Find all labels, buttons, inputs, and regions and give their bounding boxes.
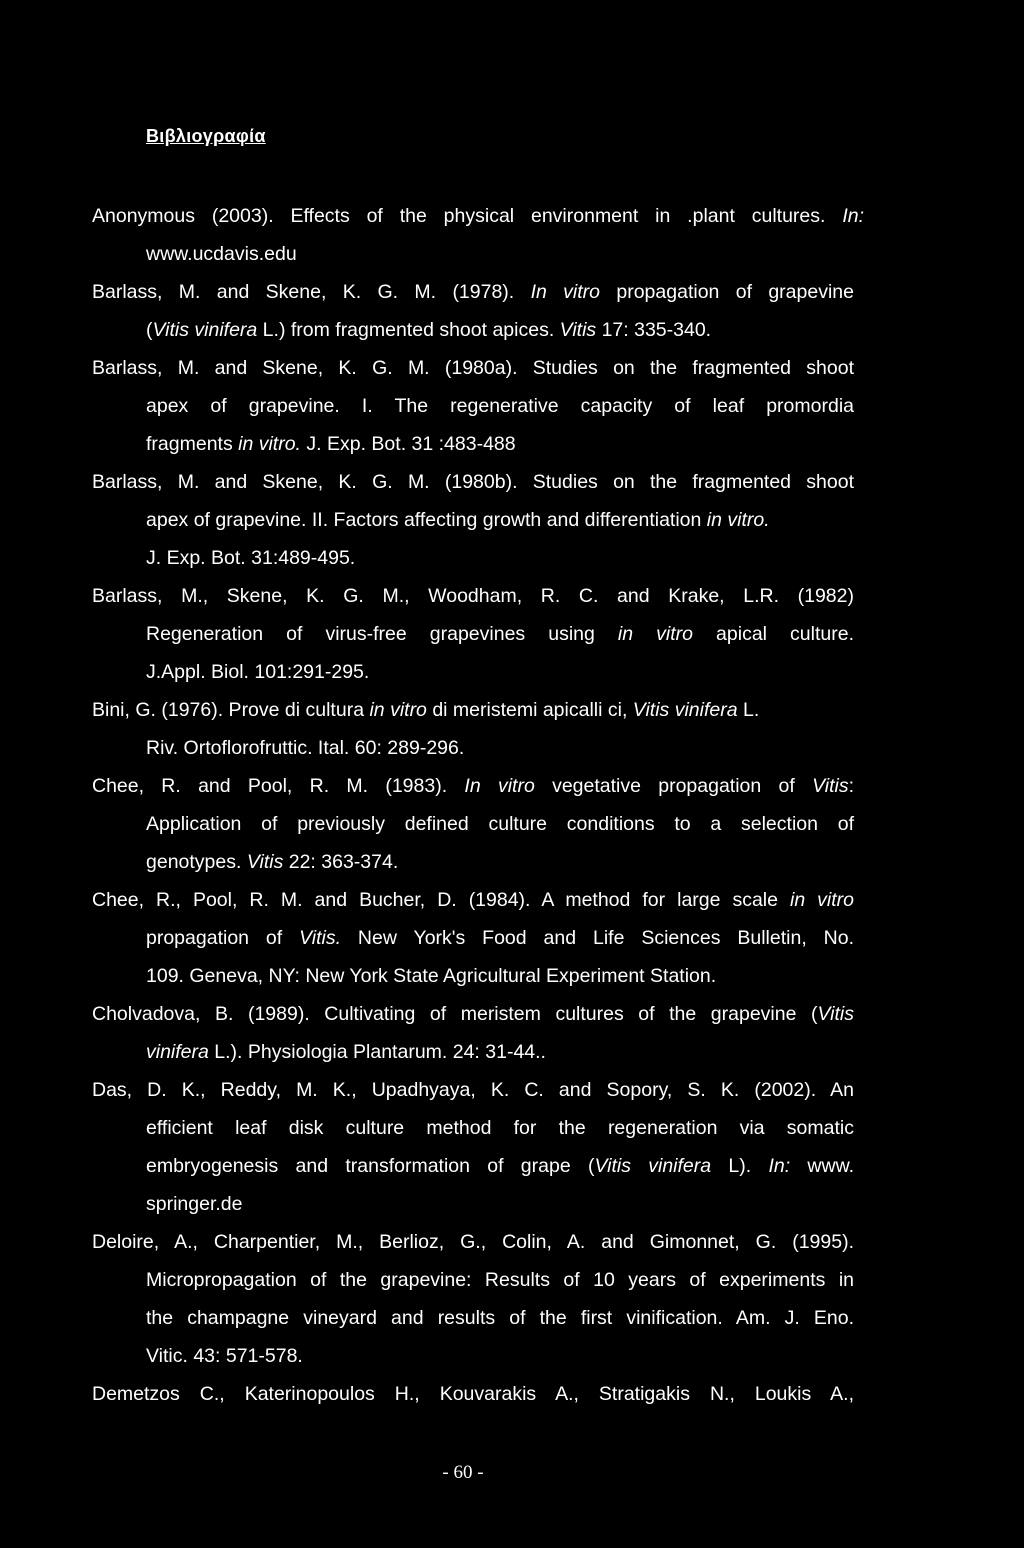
text-segment: Barlass, M. and Skene, K. G. M. (1978). bbox=[92, 281, 531, 303]
text-segment: propagation of bbox=[146, 927, 300, 949]
text-segment: L). bbox=[711, 1155, 769, 1177]
reference-line bbox=[146, 1344, 303, 1368]
text-segment: Chee, R. and Pool, R. M. (1983). bbox=[92, 775, 465, 797]
text-segment: Anonymous (2003). Effects of the physical environment in .plant cultures. bbox=[92, 205, 843, 227]
text-segment: genotypes. bbox=[146, 851, 247, 873]
italic-text: Vitis bbox=[559, 319, 597, 341]
italic-text: Vitis vinifera bbox=[152, 319, 258, 341]
reference-line bbox=[146, 622, 854, 646]
italic-text: in vitro bbox=[617, 623, 693, 645]
reference-line bbox=[146, 1306, 854, 1330]
text-segment: efficient leaf disk culture method for the regeneration via somatic bbox=[146, 1117, 854, 1139]
italic-text: in vitro bbox=[789, 889, 854, 911]
text-segment: : bbox=[848, 775, 854, 797]
text-segment: apex of grapevine. I. The regenerative capacity of leaf promordia bbox=[146, 395, 854, 417]
italic-text: In: bbox=[842, 205, 864, 227]
text-segment: embryogenesis and transformation of grape ( bbox=[146, 1155, 595, 1177]
italic-text: in vitro bbox=[369, 699, 427, 721]
reference-line bbox=[92, 1078, 854, 1102]
reference-line bbox=[92, 774, 854, 798]
reference-line bbox=[146, 812, 854, 836]
text-segment: di meristemi apicalli ci, bbox=[426, 699, 633, 721]
reference-line bbox=[92, 888, 854, 912]
reference-line bbox=[146, 850, 398, 874]
text-segment: Cholvadova, B. (1989). Cultivating of meristem cultures of the grapevine ( bbox=[92, 1003, 818, 1025]
reference-line bbox=[92, 356, 854, 380]
text-segment: Das, D. K., Reddy, M. K., Upadhyaya, K. C. and Sopory, S. K. (2002). An bbox=[92, 1079, 854, 1101]
italic-text: In vitro bbox=[464, 775, 535, 797]
text-segment: New York's Food and Life Sciences Bulletin, No. bbox=[341, 927, 854, 949]
italic-text: vinifera bbox=[146, 1041, 209, 1063]
reference-line bbox=[92, 204, 864, 228]
reference-line bbox=[146, 1192, 242, 1216]
text-segment: Barlass, M. and Skene, K. G. M. (1980a). Studies on the fragmented shoot bbox=[92, 357, 854, 379]
reference-line bbox=[92, 584, 854, 608]
text-segment: ( bbox=[146, 319, 153, 341]
reference-line bbox=[146, 736, 464, 760]
text-segment: www.ucdavis.edu bbox=[146, 243, 297, 265]
reference-line bbox=[146, 1154, 854, 1178]
italic-text: In: bbox=[768, 1155, 791, 1177]
reference-line bbox=[146, 318, 711, 342]
text-segment: apical culture. bbox=[693, 623, 855, 645]
reference-line bbox=[146, 508, 770, 532]
reference-line bbox=[146, 964, 716, 988]
text-segment: Demetzos C., Katerinopoulos H., Kouvarakis A., Stratigakis N., Loukis A., bbox=[92, 1383, 854, 1405]
text-segment: the champagne vineyard and results of the first vinification. Am. J. Eno. bbox=[146, 1307, 854, 1329]
italic-text: Vitis bbox=[817, 1003, 854, 1025]
reference-line bbox=[146, 1040, 546, 1064]
page-number: - 60 - bbox=[442, 1462, 484, 1483]
reference-line bbox=[146, 394, 854, 418]
reference-line bbox=[92, 698, 759, 722]
text-segment: L. bbox=[737, 699, 760, 721]
italic-text: Vitis bbox=[246, 851, 284, 873]
italic-text: Vitis bbox=[812, 775, 849, 797]
text-segment: Micropropagation of the grapevine: Results of 10 years of experiments in bbox=[146, 1269, 854, 1291]
text-segment: Chee, R., Pool, R. M. and Bucher, D. (1984). A method for large scale bbox=[92, 889, 790, 911]
text-segment: 22: 363-374. bbox=[283, 851, 399, 873]
italic-text: Vitis. bbox=[299, 927, 341, 949]
text-segment: Bini, G. (1976). Prove di cultura bbox=[92, 699, 370, 721]
text-segment: Riv. Ortoflorofruttic. Ital. 60: 289-296. bbox=[146, 737, 465, 759]
text-segment: L.). Physiologia Plantarum. 24: 31-44.. bbox=[208, 1041, 546, 1063]
text-segment: Vitic. 43: 571-578. bbox=[146, 1345, 303, 1367]
text-segment: Barlass, M., Skene, K. G. M., Woodham, R. C. and Krake, L.R. (1982) bbox=[92, 585, 854, 607]
text-segment: J. Exp. Bot. 31:489-495. bbox=[146, 547, 356, 569]
text-segment: 17: 335-340. bbox=[596, 319, 712, 341]
text-segment: propagation of grapevine bbox=[600, 281, 854, 303]
text-segment: vegetative propagation of bbox=[534, 775, 813, 797]
reference-line bbox=[92, 1002, 854, 1026]
text-segment: L.) from fragmented shoot apices. bbox=[257, 319, 560, 341]
reference-line bbox=[92, 280, 854, 304]
italic-text: In vitro bbox=[530, 281, 601, 303]
bibliography-heading: Βιβλιογραφία bbox=[146, 126, 266, 146]
text-segment: J.Appl. Biol. 101:291-295. bbox=[146, 661, 370, 683]
reference-line bbox=[146, 242, 297, 266]
reference-line bbox=[92, 470, 854, 494]
text-segment: springer.de bbox=[146, 1193, 243, 1215]
italic-text: Vitis vinifera bbox=[594, 1155, 712, 1177]
text-segment: fragments bbox=[146, 433, 239, 455]
reference-line bbox=[146, 1268, 854, 1292]
reference-line bbox=[146, 660, 369, 684]
text-segment: www. bbox=[790, 1155, 854, 1177]
text-segment: Barlass, M. and Skene, K. G. M. (1980b). Studies on the fragmented shoot bbox=[92, 471, 854, 493]
reference-line bbox=[92, 1230, 854, 1254]
text-segment: 109. Geneva, NY: New York State Agricultural Experiment Station. bbox=[146, 965, 717, 987]
text-segment: Regeneration of virus-free grapevines using bbox=[146, 623, 618, 645]
text-segment: apex of grapevine. II. Factors affecting growth and differentiation bbox=[146, 509, 707, 531]
reference-line bbox=[92, 1382, 854, 1406]
text-segment: Application of previously defined culture conditions to a selection of bbox=[146, 813, 854, 835]
reference-line bbox=[146, 546, 355, 570]
italic-text: Vitis vinifera bbox=[632, 699, 738, 721]
text-segment: Deloire, A., Charpentier, M., Berlioz, G., Colin, A. and Gimonnet, G. (1995). bbox=[92, 1231, 854, 1253]
reference-line bbox=[146, 1116, 854, 1140]
italic-text: in vitro. bbox=[238, 433, 301, 455]
reference-line bbox=[146, 432, 516, 456]
text-segment: J. Exp. Bot. 31 :483-488 bbox=[300, 433, 516, 455]
italic-text: in vitro. bbox=[706, 509, 770, 531]
reference-line bbox=[146, 926, 854, 950]
